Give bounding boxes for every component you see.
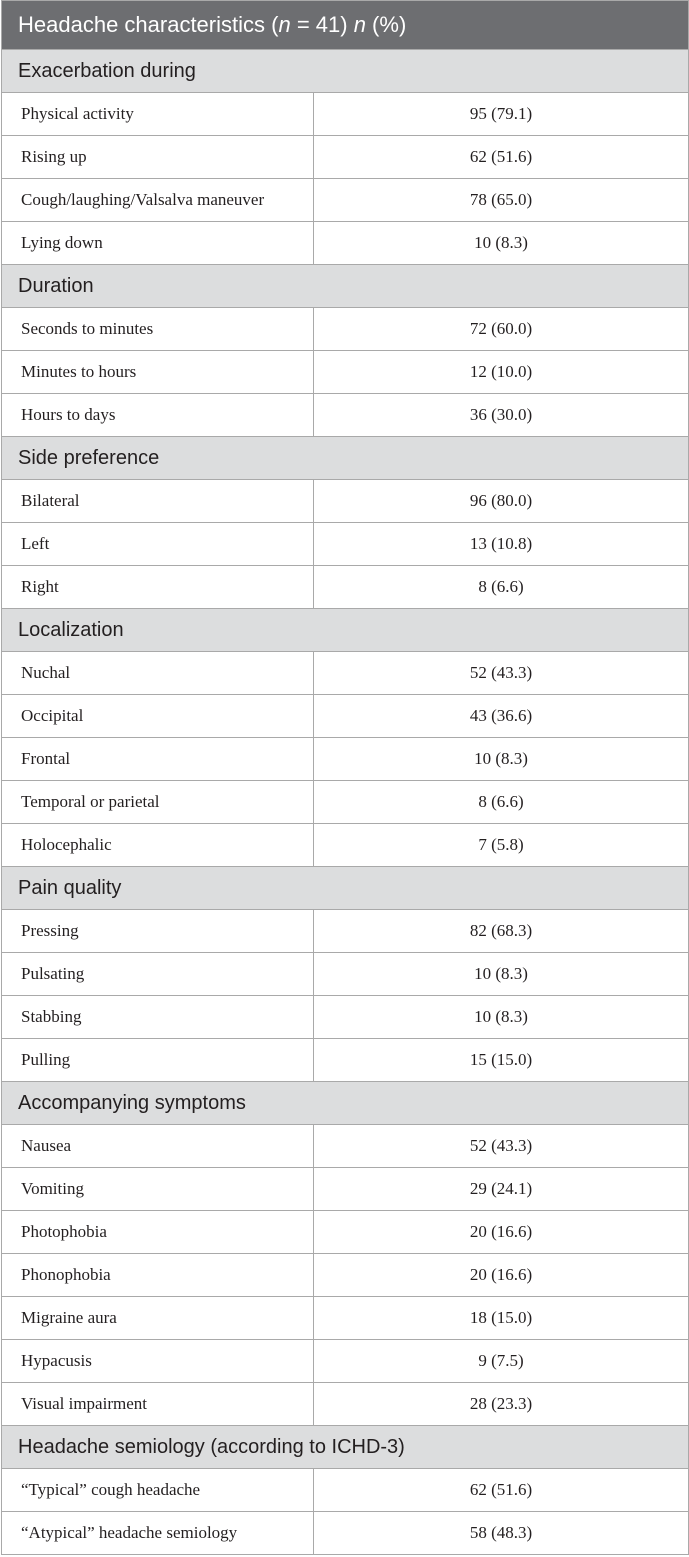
row-label: Hours to days <box>2 394 314 437</box>
table-row <box>2 1297 689 1340</box>
row-value: 29 (24.1) <box>314 1168 689 1211</box>
row-value: 36 (30.0) <box>314 394 689 437</box>
row-label: Migraine aura <box>2 1297 314 1340</box>
table-row <box>2 1340 689 1383</box>
table-row <box>2 1383 689 1426</box>
row-value: 12 (10.0) <box>314 351 689 394</box>
row-label: Visual impairment <box>2 1383 314 1426</box>
row-value: 28 (23.3) <box>314 1383 689 1426</box>
row-value: 13 (10.8) <box>314 523 689 566</box>
table-row <box>2 308 689 351</box>
table-row <box>2 222 689 265</box>
row-value: 62 (51.6) <box>314 1469 689 1512</box>
table-title-percent: (%) <box>365 12 407 37</box>
table-row <box>2 1125 689 1168</box>
row-value: 20 (16.6) <box>314 1211 689 1254</box>
table-row <box>2 652 689 695</box>
row-value: 7 (5.8) <box>314 824 689 867</box>
table-row <box>2 566 689 609</box>
section-title: Pain quality <box>2 867 689 910</box>
row-label: Stabbing <box>2 996 314 1039</box>
row-label: Pressing <box>2 910 314 953</box>
table-title <box>2 1 689 50</box>
row-label: Nausea <box>2 1125 314 1168</box>
table-row <box>2 781 689 824</box>
row-value: 72 (60.0) <box>314 308 689 351</box>
row-value: 8 (6.6) <box>314 781 689 824</box>
table-row <box>2 738 689 781</box>
row-label: Vomiting <box>2 1168 314 1211</box>
table-title-text: Headache characteristics ( <box>18 12 279 37</box>
row-label: Hypacusis <box>2 1340 314 1383</box>
row-value: 78 (65.0) <box>314 179 689 222</box>
section-title: Exacerbation during <box>2 50 689 93</box>
row-label: “Atypical” headache semiology <box>2 1512 314 1555</box>
row-value: 96 (80.0) <box>314 480 689 523</box>
table-row <box>2 179 689 222</box>
row-label: Pulsating <box>2 953 314 996</box>
table-row <box>2 136 689 179</box>
table-row <box>2 523 689 566</box>
headache-characteristics-table <box>1 0 689 1555</box>
row-value: 8 (6.6) <box>314 566 689 609</box>
table-row <box>2 1211 689 1254</box>
table-row <box>2 824 689 867</box>
table-row <box>2 93 689 136</box>
table-row <box>2 1469 689 1512</box>
row-value: 10 (8.3) <box>314 953 689 996</box>
section-title: Side preference <box>2 437 689 480</box>
row-label: Photophobia <box>2 1211 314 1254</box>
row-label: Right <box>2 566 314 609</box>
table-row <box>2 953 689 996</box>
table-row <box>2 1512 689 1555</box>
row-value: 52 (43.3) <box>314 1125 689 1168</box>
row-label: Holocephalic <box>2 824 314 867</box>
row-label: Left <box>2 523 314 566</box>
table-row <box>2 1254 689 1297</box>
row-value: 20 (16.6) <box>314 1254 689 1297</box>
table-body <box>2 50 689 1555</box>
row-label: Minutes to hours <box>2 351 314 394</box>
table-title-n-column-variable: n <box>353 12 366 37</box>
row-value: 9 (7.5) <box>314 1340 689 1383</box>
section-header-duration <box>2 265 689 308</box>
row-label: Lying down <box>2 222 314 265</box>
row-value: 10 (8.3) <box>314 738 689 781</box>
table-row <box>2 394 689 437</box>
table-row <box>2 1168 689 1211</box>
row-value: 52 (43.3) <box>314 652 689 695</box>
row-value: 10 (8.3) <box>314 222 689 265</box>
row-value: 58 (48.3) <box>314 1512 689 1555</box>
table-row <box>2 351 689 394</box>
section-header-exacerbation-during <box>2 50 689 93</box>
table-row <box>2 996 689 1039</box>
table-title-n-value: = 41) <box>290 12 354 37</box>
section-header-accompanying-symptoms <box>2 1082 689 1125</box>
row-label: Temporal or parietal <box>2 781 314 824</box>
row-value: 43 (36.6) <box>314 695 689 738</box>
row-value: 62 (51.6) <box>314 136 689 179</box>
row-label: Frontal <box>2 738 314 781</box>
row-label: Cough/laughing/Valsalva maneuver <box>2 179 314 222</box>
row-label: Bilateral <box>2 480 314 523</box>
row-value: 15 (15.0) <box>314 1039 689 1082</box>
section-header-pain-quality <box>2 867 689 910</box>
table-row <box>2 1039 689 1082</box>
row-value: 18 (15.0) <box>314 1297 689 1340</box>
row-value: 82 (68.3) <box>314 910 689 953</box>
section-title: Headache semiology (according to ICHD-3) <box>2 1426 689 1469</box>
section-title: Duration <box>2 265 689 308</box>
section-header-headache-semiology-according-to-ichd-3 <box>2 1426 689 1469</box>
row-label: Seconds to minutes <box>2 308 314 351</box>
table-row <box>2 480 689 523</box>
row-label: Pulling <box>2 1039 314 1082</box>
table-row <box>2 910 689 953</box>
row-label: Nuchal <box>2 652 314 695</box>
table-header-row <box>2 1 689 50</box>
section-header-localization <box>2 609 689 652</box>
table-row <box>2 695 689 738</box>
section-title: Localization <box>2 609 689 652</box>
section-header-side-preference <box>2 437 689 480</box>
table-title-n-variable: n <box>278 12 291 37</box>
section-title: Accompanying symptoms <box>2 1082 689 1125</box>
row-value: 10 (8.3) <box>314 996 689 1039</box>
row-value: 95 (79.1) <box>314 93 689 136</box>
row-label: “Typical” cough headache <box>2 1469 314 1512</box>
row-label: Occipital <box>2 695 314 738</box>
row-label: Rising up <box>2 136 314 179</box>
row-label: Physical activity <box>2 93 314 136</box>
row-label: Phonophobia <box>2 1254 314 1297</box>
